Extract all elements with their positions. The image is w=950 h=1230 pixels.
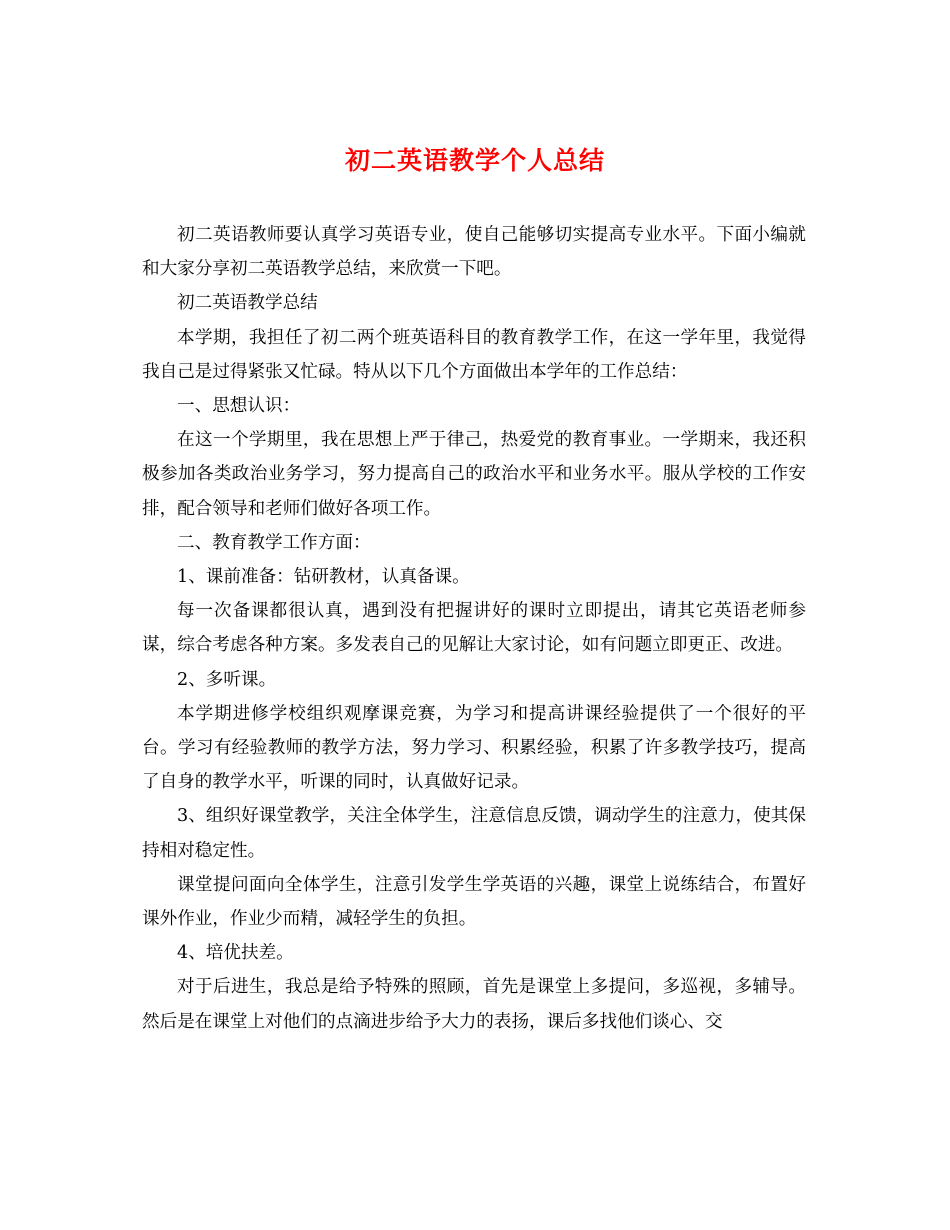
item-tutoring: 4、培优扶差。 [177, 943, 294, 964]
document-body [142, 218, 806, 1039]
section-subtitle: 初二英语教学总结 [177, 293, 318, 314]
classroom-teaching-paragraph: 课堂提问面向全体学生，注意引发学生学英语的兴趣，课堂上说练结合，布置好课外作业，作业少而精，减轻学生的负担。 [142, 874, 806, 930]
thought-paragraph: 在这一个学期里，我在思想上严于律己，热爱党的教育事业。一学期来，我还积极参加各类政治业务学习，努力提高自己的政治水平和业务水平。服从学校的工作安排，配合领导和老师们做好各项工作。 [142, 430, 806, 519]
opening-paragraph: 本学期，我担任了初二两个班英语科目的教育教学工作，在这一学年里，我觉得我自己是过得紧张又忙碌。特从以下几个方面做出本学年的工作总结： [142, 327, 806, 382]
item-lesson-prep: 1、课前准备：钻研教材，认真备课。 [177, 567, 470, 588]
heading-teaching-work: 二、教育教学工作方面： [177, 532, 371, 553]
document-title: 初二英语教学个人总结 [344, 146, 605, 175]
tutoring-paragraph: 对于后进生，我总是给予特殊的照顾，首先是课堂上多提问，多巡视，多辅导。然后是在课堂上对他们的点滴进步给予大力的表扬，课后多找他们谈心、交 [142, 977, 806, 1032]
heading-thought: 一、思想认识： [177, 396, 301, 417]
observe-classes-paragraph: 本学期进修学校组织观摩课竞赛，为学习和提高讲课经验提供了一个很好的平台。学习有经验教师的教学方法，努力学习、积累经验，积累了许多教学技巧，提高了自身的教学水平，听课的同时，认真做好记录。 [142, 703, 806, 793]
item-classroom-teaching: 3、组织好课堂教学，关注全体学生，注意信息反馈，调动学生的注意力，使其保持相对稳定性。 [142, 806, 806, 861]
intro-paragraph: 初二英语教师要认真学习英语专业，使自己能够切实提高专业水平。下面小编就和大家分享初二英语教学总结，来欣赏一下吧。 [142, 225, 806, 280]
item-observe-classes: 2、多听课。 [177, 669, 277, 690]
lesson-prep-paragraph: 每一次备课都很认真，遇到没有把握讲好的课时立即提出，请其它英语老师参谋，综合考虑各种方案。多发表自己的见解让大家讨论，如有问题立即更正、改进。 [142, 601, 806, 656]
